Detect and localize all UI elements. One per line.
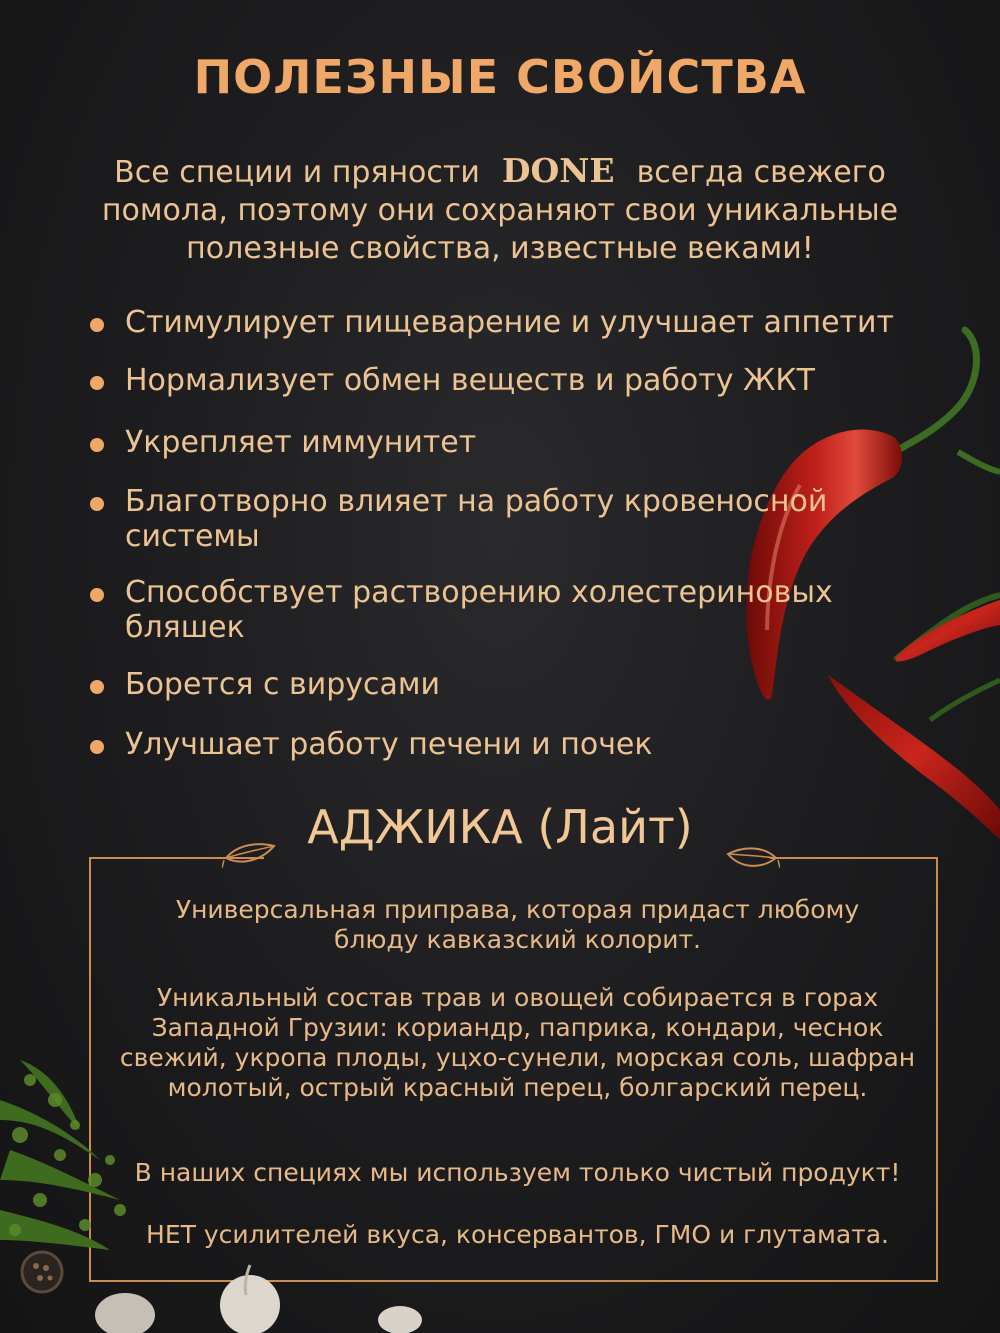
bullet-icon: [90, 376, 104, 390]
garlic-image: [210, 1245, 290, 1333]
bullet-icon: [90, 680, 104, 694]
benefit-item: [90, 667, 930, 702]
bullet-icon: [90, 438, 104, 452]
product-description-2: Уникальный состав трав и овощей собирается в горах Западной Грузии: кориандр, паприка, кондари, чеснок свежий, укропа плоды, уцхо-сунели, морская соль, шафран молотый, острый красный перец, болгарский перец.: [119, 983, 916, 1102]
page-title: ПОЛЕЗНЫЕ СВОЙСТВА: [193, 50, 807, 104]
benefit-text: Стимулирует пищеварение и улучшает аппетит: [125, 305, 894, 340]
benefit-text: Нормализует обмен веществ и работу ЖКТ: [125, 363, 815, 398]
benefit-item: [90, 425, 930, 460]
benefit-text: Способствует растворению холестериновых бляшек: [125, 575, 833, 645]
product-description-4: НЕТ усилителей вкуса, консервантов, ГМО и глутамата.: [146, 1220, 889, 1249]
brand-name: DONE: [501, 151, 615, 190]
bullet-icon: [90, 497, 104, 511]
leaf-ornament-left-icon: [222, 838, 278, 874]
benefit-text: Укрепляет иммунитет: [125, 425, 477, 460]
benefit-text: Улучшает работу печени и почек: [125, 727, 653, 762]
intro-part-2: всегда свежего: [636, 155, 886, 190]
benefit-text: Благотворно влияет на работу кровеносной системы: [125, 484, 828, 554]
product-description-1: Универсальная приправа, которая придаст любому блюду кавказский колорит.: [175, 895, 860, 954]
leaf-ornament-right-icon: [724, 842, 780, 878]
garlic-clove-image: [370, 1290, 430, 1333]
product-title: АДЖИКА (Лайт): [307, 800, 693, 854]
benefit-item: [90, 575, 890, 645]
product-description-3: В наших специях мы используем только чистый продукт!: [134, 1158, 901, 1187]
intro-line-3: полезные свойства, известные веками!: [186, 231, 814, 266]
benefit-item: [90, 484, 870, 554]
frame-top-right: [770, 857, 936, 859]
benefit-text: Борется с вирусами: [125, 667, 440, 702]
bullet-icon: [90, 740, 104, 754]
bullet-icon: [90, 588, 104, 602]
benefit-item: [90, 305, 930, 340]
benefit-item: [90, 727, 930, 762]
intro-part-1: Все специи и пряности: [114, 155, 480, 190]
intro-line-2: помола, поэтому они сохраняют свои уникальные: [101, 193, 899, 228]
benefit-item: [90, 363, 930, 398]
bullet-icon: [90, 318, 104, 332]
